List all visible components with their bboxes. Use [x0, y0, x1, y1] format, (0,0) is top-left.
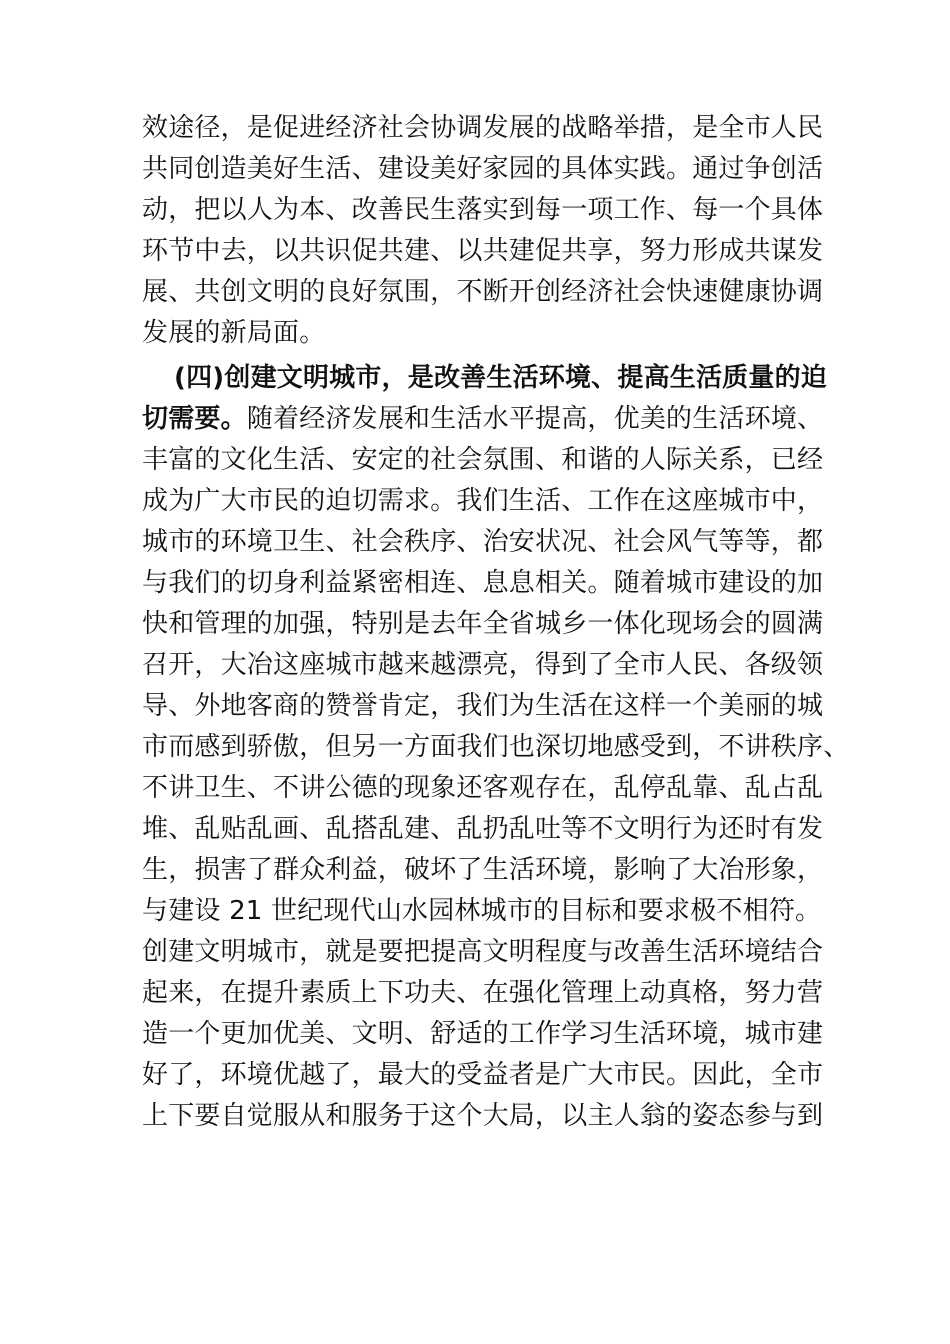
text-line: 起来，在提升素质上下功夫、在强化管理上动真格，努力营: [142, 978, 824, 1008]
text-line: 召开，大冶这座城市越来越漂亮，得到了全市人民、各级领: [142, 650, 824, 680]
text-line: 上下要自觉服从和服务于这个大局，以主人翁的姿态参与到: [142, 1101, 824, 1131]
text-line: 发展的新局面。: [142, 318, 326, 348]
paragraph-start: 随着经济发展和生活水平提高，优美的生活环境、: [246, 404, 824, 434]
section-heading-end: 切需要。: [142, 404, 247, 434]
section-heading: (四)创建文明城市，是改善生活环境、提高生活质量的迫: [174, 363, 827, 393]
text-line: 与建设 21 世纪现代山水园林城市的目标和要求极不相符。: [142, 896, 822, 926]
text-line: 生，损害了群众利益，破坏了生活环境，影响了大冶形象，: [142, 855, 824, 885]
text-line: 与我们的切身利益紧密相连、息息相关。随着城市建设的加: [142, 568, 824, 598]
text-line: 造一个更加优美、文明、舒适的工作学习生活环境，城市建: [142, 1019, 824, 1049]
text-line: 好了，环境优越了，最大的受益者是广大市民。因此，全市: [142, 1060, 824, 1090]
text-line: 快和管理的加强，特别是去年全省城乡一体化现场会的圆满: [142, 609, 824, 639]
text-line: 成为广大市民的迫切需求。我们生活、工作在这座城市中，: [142, 486, 824, 516]
text-line: 展、共创文明的良好氛围，不断开创经济社会快速健康协调: [142, 277, 824, 307]
text-line: 市而感到骄傲，但另一方面我们也深切地感受到，不讲秩序、: [142, 732, 850, 762]
text-line: 创建文明城市，就是要把提高文明程度与改善生活环境结合: [142, 937, 824, 967]
text-line: 丰富的文化生活、安定的社会氛围、和谐的人际关系，已经: [142, 445, 824, 475]
text-line: 动，把以人为本、改善民生落实到每一项工作、每一个具体: [142, 195, 824, 225]
text-line: 不讲卫生、不讲公德的现象还客观存在，乱停乱靠、乱占乱: [142, 773, 824, 803]
heading-continuation-line: [142, 398, 824, 440]
text-line: 共同创造美好生活、建设美好家园的具体实践。通过争创活: [142, 154, 824, 184]
text-line: 效途径，是促进经济社会协调发展的战略举措，是全市人民: [142, 113, 824, 143]
text-line: 环节中去，以共识促共建、以共建促共享，努力形成共谋发: [142, 236, 824, 266]
text-line: 堆、乱贴乱画、乱搭乱建、乱扔乱吐等不文明行为还时有发: [142, 814, 824, 844]
text-line: 导、外地客商的赞誉肯定，我们为生活在这样一个美丽的城: [142, 691, 824, 721]
text-line: 城市的环境卫生、社会秩序、治安状况、社会风气等等，都: [142, 527, 824, 557]
